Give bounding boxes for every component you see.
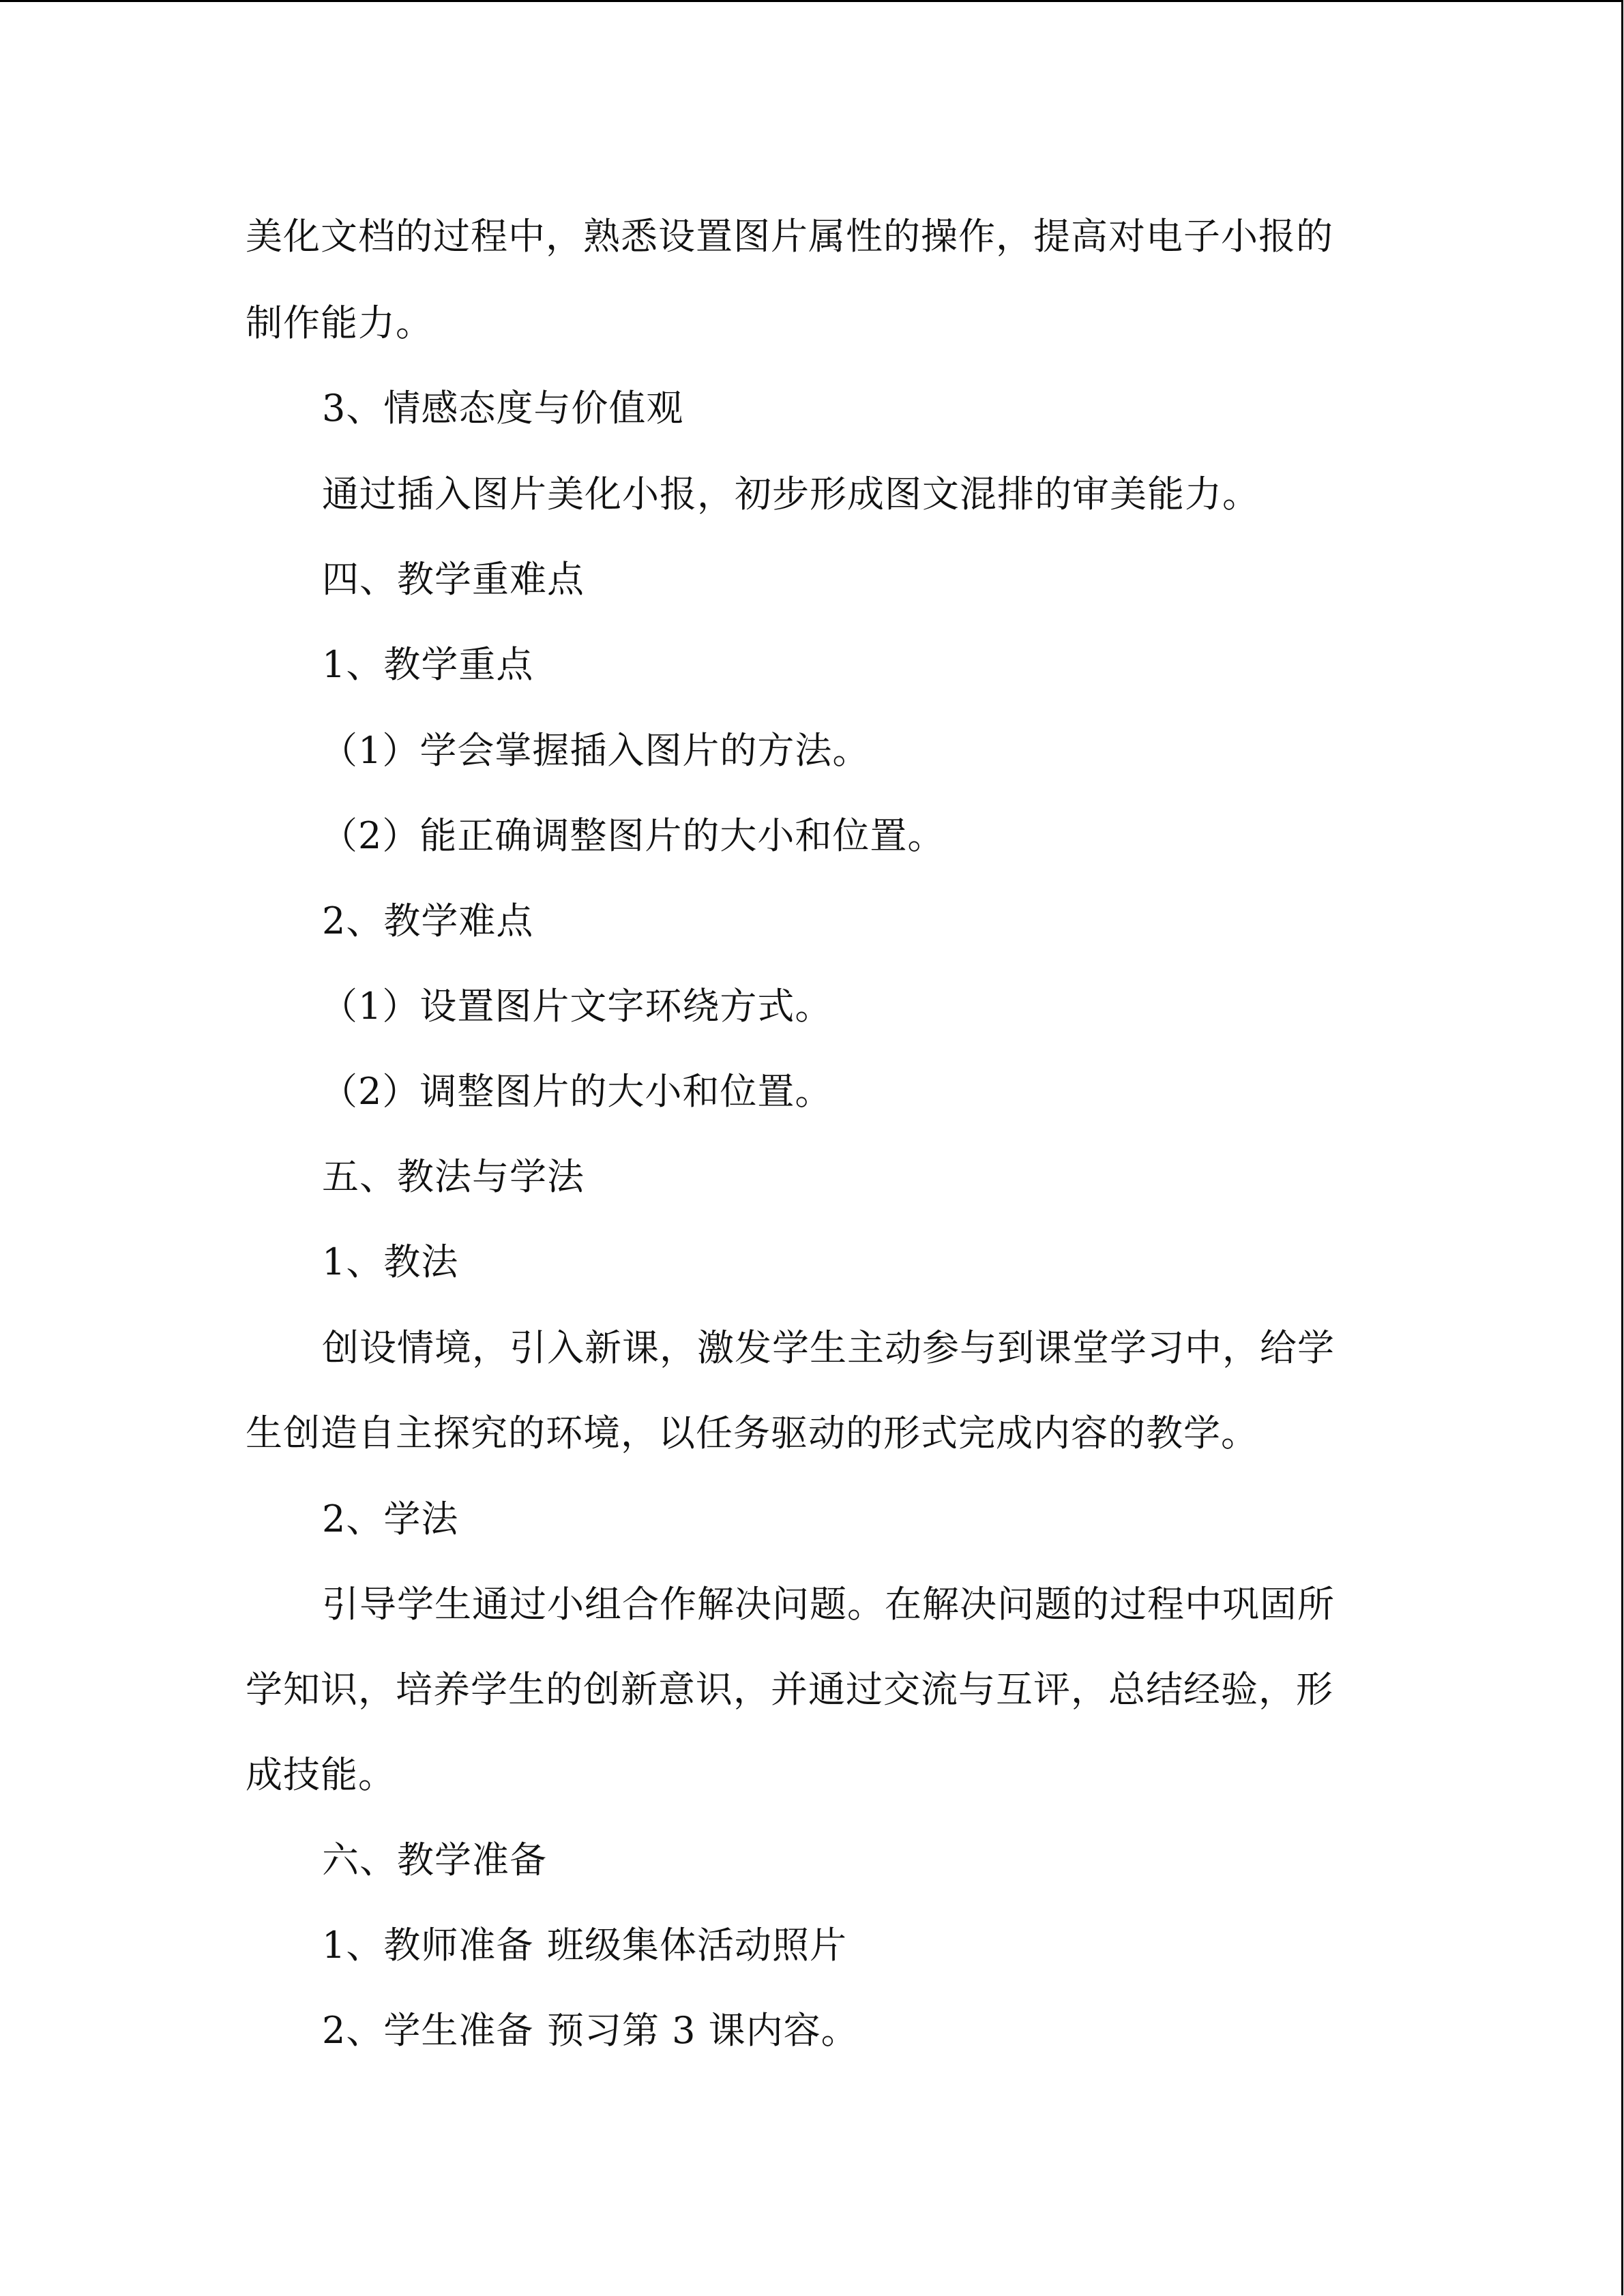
paragraph-line: 生创造自主探究的环境，以任务驱动的形式完成内容的教学。 [246,1412,1258,1455]
prep-value: 预习第 3 课内容。 [547,2009,859,2052]
section-heading: 六、教学准备 [322,1838,547,1881]
section-heading: 五、教法与学法 [322,1155,585,1198]
subsection-heading: 1、教学重点 [322,643,534,686]
subsection-heading: 1、教法 [322,1240,459,1283]
list-item: （2）能正确调整图片的大小和位置。 [321,814,945,857]
section-heading: 3、情感态度与价值观 [322,387,684,430]
subsection-heading: 2、教学难点 [322,899,534,942]
section-heading: 四、教学重难点 [322,558,585,601]
prep-value: 班级集体活动照片 [547,1924,847,1967]
prep-row-student [322,2007,859,2055]
paragraph-line: 美化文档的过程中，熟悉设置图片属性的操作，提高对电子小报的 [246,215,1333,258]
list-item: （1）学会掌握插入图片的方法。 [321,729,870,772]
paragraph-line: 成技能。 [246,1753,396,1796]
paragraph-line: 学知识，培养学生的创新意识，并通过交流与互评，总结经验，形 [246,1668,1333,1711]
paragraph-line: 创设情境，引入新课，激发学生主动参与到课堂学习中，给学 [322,1326,1335,1369]
paragraph-line: 通过插入图片美化小报，初步形成图文混排的审美能力。 [322,473,1260,516]
prep-label: 2、学生准备 [322,2009,534,2052]
paragraph-line: 引导学生通过小组合作解决问题。在解决问题的过程中巩固所 [322,1583,1335,1626]
subsection-heading: 2、学法 [322,1497,459,1540]
list-item: （2）调整图片的大小和位置。 [321,1070,833,1113]
prep-label: 1、教师准备 [322,1924,534,1967]
paragraph-line: 制作能力。 [246,301,433,344]
list-item: （1）设置图片文字环绕方式。 [321,985,833,1028]
prep-row-teacher [322,1922,847,1969]
